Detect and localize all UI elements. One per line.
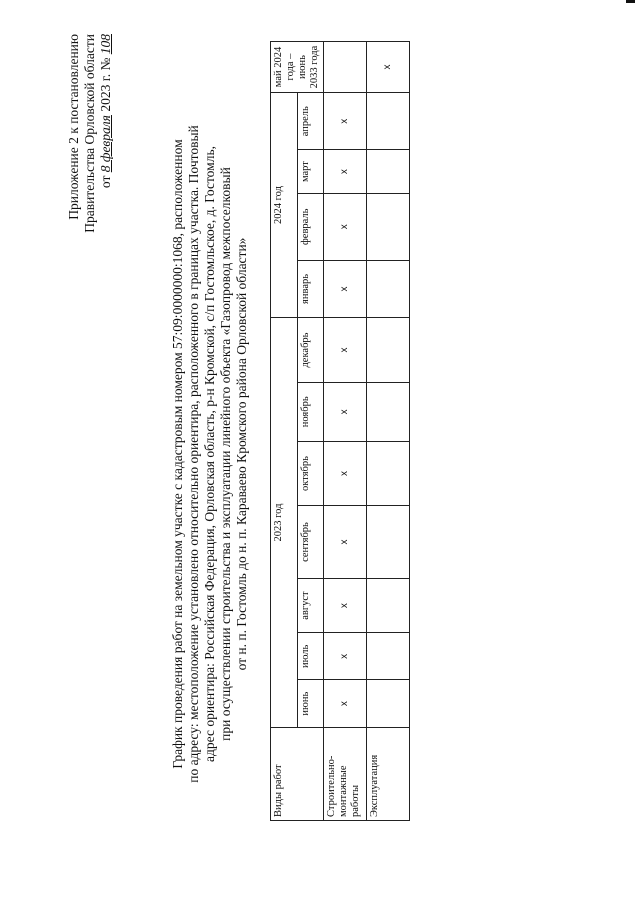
schedule-mark: х xyxy=(324,506,367,578)
schedule-mark: х xyxy=(324,633,367,680)
schedule-mark: х xyxy=(324,441,367,506)
heading-line2: по адресу: местоположение установлено относительно ориентира, расположенного в границах участка. Почтовый xyxy=(186,125,201,783)
schedule-mark: х xyxy=(324,680,367,728)
table-header-row xyxy=(271,42,298,821)
schedule-mark: х xyxy=(324,383,367,442)
date-suffix: 2023 г. № xyxy=(98,57,113,112)
month-header: январь xyxy=(297,260,324,317)
handwritten-date: 8 февраля xyxy=(98,115,113,173)
month-header: ноябрь xyxy=(297,383,324,442)
schedule-mark xyxy=(324,42,367,93)
month-header: сентябрь xyxy=(297,506,324,578)
schedule-mark xyxy=(367,680,410,728)
month-header: апрель xyxy=(297,93,324,150)
heading-line4: при осуществлении строительства и эксплуатации линейного объекта «Газопровод межпоселковый xyxy=(218,167,233,741)
appendix-line2: Правительства Орловской области xyxy=(82,34,97,233)
schedule-mark: х xyxy=(324,260,367,317)
schedule-mark xyxy=(367,633,410,680)
table-row xyxy=(367,42,410,821)
schedule-mark: х xyxy=(324,578,367,633)
schedule-mark xyxy=(367,260,410,317)
schedule-mark xyxy=(367,383,410,442)
appendix-block xyxy=(66,34,114,294)
schedule-mark: х xyxy=(324,318,367,383)
month-header: июль xyxy=(297,633,324,680)
schedule-mark xyxy=(367,578,410,633)
schedule-mark xyxy=(367,150,410,193)
schedule-table xyxy=(270,41,410,821)
schedule-mark xyxy=(367,318,410,383)
schedule-mark: х xyxy=(324,93,367,150)
months-row xyxy=(297,42,324,821)
year-2024-header: 2024 год xyxy=(271,93,298,318)
month-header: декабрь xyxy=(297,318,324,383)
date-prefix: от xyxy=(98,175,113,189)
schedule-mark: х xyxy=(367,42,410,93)
appendix-line1: Приложение 2 к постановлению xyxy=(66,34,81,220)
year-2023-header: 2023 год xyxy=(271,318,298,728)
month-header: март xyxy=(297,150,324,193)
month-header: август xyxy=(297,578,324,633)
row-label: Строительно-монтажные работы xyxy=(324,728,367,821)
schedule-mark xyxy=(367,93,410,150)
kind-header: Виды работ xyxy=(271,728,324,821)
row-label: Эксплуатация xyxy=(367,728,410,821)
month-header: июнь xyxy=(297,680,324,728)
appendix-date-line xyxy=(98,34,114,294)
heading-line3: адрес ориентира: Российская Федерация, Орловская область, р-н Кромской, с/п Гостомльское, д. Гостомль, xyxy=(202,146,217,762)
schedule-mark xyxy=(367,441,410,506)
document-heading xyxy=(170,84,250,824)
heading-line1: График проведения работ на земельном участке с кадастровым номером 57:09:0000000:1068, расположенном xyxy=(170,139,185,769)
schedule-mark xyxy=(367,193,410,260)
table-row xyxy=(324,42,367,821)
heading-line5: от н. п. Гостомль до н. п. Караваево Кромского района Орловской области» xyxy=(234,237,249,671)
schedule-mark xyxy=(367,506,410,578)
month-header: февраль xyxy=(297,193,324,260)
handwritten-number: 108 xyxy=(98,34,113,55)
schedule-mark: х xyxy=(324,193,367,260)
schedule-mark: х xyxy=(324,150,367,193)
month-header: октябрь xyxy=(297,441,324,506)
last-period-header: май 2024 года – июнь 2033 года xyxy=(271,42,324,93)
